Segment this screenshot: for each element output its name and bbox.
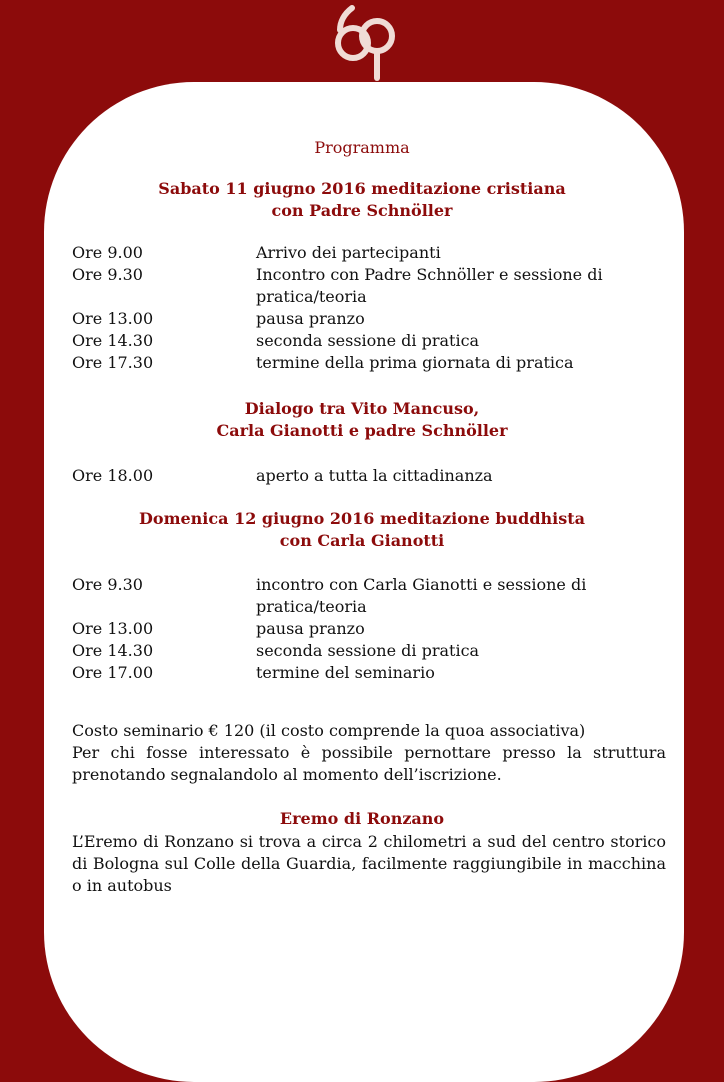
- anthropos-logo: [318, 0, 410, 82]
- sunday-heading-line: con Carla Gianotti: [279, 531, 445, 550]
- schedule-activity: pausa pranzo: [256, 309, 365, 328]
- schedule-row: [72, 264, 672, 308]
- schedule-time: Ore 13.00: [72, 619, 154, 638]
- dialogue-schedule: [72, 465, 672, 487]
- schedule-row: [72, 308, 672, 330]
- schedule-activity: Arrivo dei partecipanti: [256, 243, 441, 262]
- dialogue-heading: [0, 398, 724, 442]
- saturday-heading: [0, 178, 724, 222]
- schedule-row: [72, 242, 672, 264]
- schedule-row: [72, 352, 672, 374]
- schedule-time: Ore 14.30: [72, 331, 154, 350]
- saturday-schedule: [72, 242, 672, 374]
- schedule-row: [72, 618, 672, 640]
- schedule-activity: pausa pranzo: [256, 619, 365, 638]
- schedule-time: Ore 18.00: [72, 466, 154, 485]
- schedule-activity: termine della prima giornata di pratica: [256, 353, 574, 372]
- schedule-activity: termine del seminario: [256, 663, 435, 682]
- schedule-row: [72, 465, 672, 487]
- dialogue-heading-line: Carla Gianotti e padre Schnöller: [216, 421, 508, 440]
- lodging-note: Per chi fosse interessato è possibile pernottare presso la struttura prenotando segnalandolo al momento dell’iscrizione.: [72, 743, 666, 784]
- schedule-activity: incontro con Carla Gianotti e sessione di pratica/teoria: [256, 575, 587, 616]
- venue-description: L’Eremo di Ronzano si trova a circa 2 chilometri a sud del centro storico di Bologna sul Colle della Guardia, facilmente raggiungibile in macchina o in autobus: [72, 832, 666, 895]
- cost-info: [72, 720, 666, 786]
- sunday-schedule: [72, 574, 672, 684]
- schedule-time: Ore 9.30: [72, 265, 143, 284]
- schedule-activity: Incontro con Padre Schnöller e sessione di pratica/teoria: [256, 265, 603, 306]
- sunday-heading-line: Domenica 12 giugno 2016 meditazione buddhista: [139, 509, 585, 528]
- sunday-heading: [0, 508, 724, 552]
- schedule-time: Ore 17.30: [72, 353, 154, 372]
- schedule-activity: aperto a tutta la cittadinanza: [256, 466, 493, 485]
- schedule-time: Ore 9.30: [72, 575, 143, 594]
- dialogue-heading-line: Dialogo tra Vito Mancuso,: [244, 399, 480, 418]
- schedule-activity: seconda sessione di pratica: [256, 641, 480, 660]
- schedule-activity: seconda sessione di pratica: [256, 331, 480, 350]
- schedule-row: [72, 574, 672, 618]
- schedule-time: Ore 9.00: [72, 243, 143, 262]
- schedule-time: Ore 17.00: [72, 663, 154, 682]
- cost-line: Costo seminario € 120 (il costo comprende la quoa associativa): [72, 721, 586, 740]
- schedule-row: [72, 640, 672, 662]
- program-title: Programma: [314, 138, 410, 157]
- saturday-heading-line: Sabato 11 giugno 2016 meditazione cristiana: [158, 179, 566, 198]
- saturday-heading-line: con Padre Schnöller: [271, 201, 453, 220]
- schedule-time: Ore 14.30: [72, 641, 154, 660]
- schedule-row: [72, 662, 672, 684]
- venue-heading: Eremo di Ronzano: [279, 809, 445, 828]
- schedule-time: Ore 13.00: [72, 309, 154, 328]
- schedule-row: [72, 330, 672, 352]
